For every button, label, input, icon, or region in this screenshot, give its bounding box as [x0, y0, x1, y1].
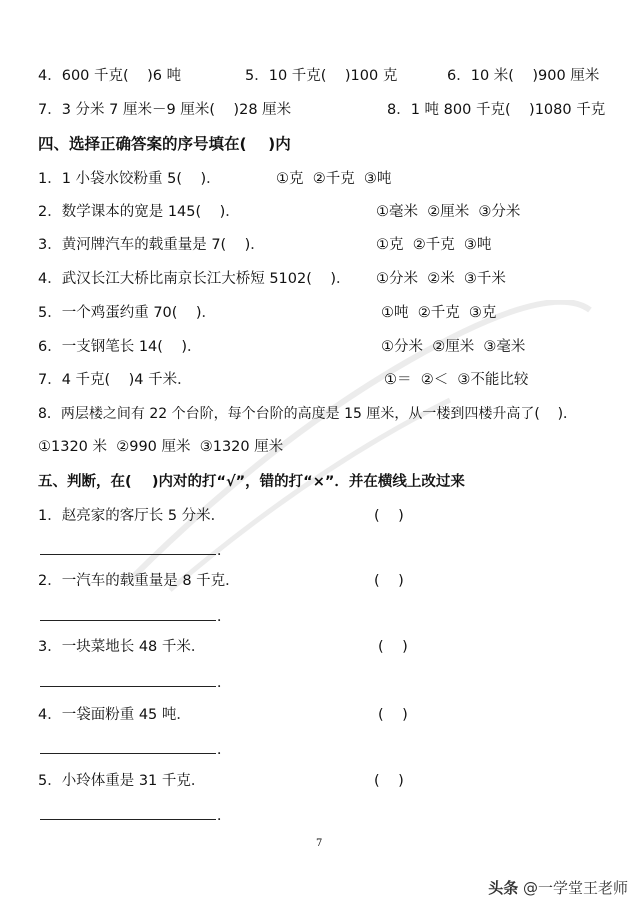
s5-line-end-1: ．	[217, 543, 231, 559]
s4-question-2: 2．数学课本的宽是 145( )．	[38, 204, 240, 220]
s5-question-2: 2．一汽车的载重量是 8 千克．	[38, 573, 240, 589]
s5-question-4: 4．一袋面粉重 45 吨．	[38, 707, 191, 723]
s4-question-4: 4．武汉长江大桥比南京长江大桥短 5102( )．	[38, 271, 351, 287]
compare-item-5: 5．10 千克( )100 克	[245, 68, 398, 84]
s4-question-5: 5．一个鸡蛋约重 70( )．	[38, 305, 217, 321]
s5-correction-line-4[interactable]	[40, 753, 216, 754]
s4-question-1: 1．1 小袋水饺粉重 5( )．	[38, 171, 221, 187]
s5-line-end-2: ．	[217, 609, 231, 625]
s4-question-3: 3．黄河牌汽车的载重量是 7( )．	[38, 237, 265, 253]
source-logo-text: 头条	[488, 879, 519, 897]
s5-answer-paren-4[interactable]: ( )	[378, 707, 408, 723]
compare-item-6: 6．10 米( )900 厘米	[447, 68, 600, 84]
page-number: 7	[316, 838, 323, 849]
section4-title: 四、选择正确答案的序号填在( )内	[38, 135, 291, 153]
s5-line-end-4: ．	[217, 742, 231, 758]
s4-question-6: 6．一支钢笔长 14( )．	[38, 339, 202, 355]
s4-options-3: ①克 ②千克 ③吨	[376, 237, 492, 253]
s5-answer-paren-1[interactable]: ( )	[374, 508, 404, 524]
s5-line-end-5: ．	[217, 808, 231, 824]
source-handle: @一学堂王老师	[522, 879, 628, 897]
s5-answer-paren-3[interactable]: ( )	[378, 639, 408, 655]
compare-item-8: 8．1 吨 800 千克( )1080 千克	[387, 102, 606, 118]
s5-question-1: 1．赵亮家的客厅长 5 分米．	[38, 508, 226, 524]
s4-question-7: 7．4 千克( )4 千米．	[38, 372, 192, 388]
section5-title: 五、判断，在( )内对的打“√”，错的打“×”．并在横线上改过来	[38, 474, 465, 490]
s5-question-3: 3．一块菜地长 48 千米．	[38, 639, 206, 655]
s4-question-8: 8．两层楼之间有 22 个台阶，每个台阶的高度是 15 厘米，从一楼到四楼升高了( )．	[38, 406, 578, 422]
s5-correction-line-2[interactable]	[40, 620, 216, 621]
s5-answer-paren-5[interactable]: ( )	[374, 773, 404, 789]
source-watermark	[488, 877, 628, 898]
s4-options-4: ①分米 ②米 ③千米	[376, 271, 506, 287]
s5-answer-paren-2[interactable]: ( )	[374, 573, 404, 589]
compare-item-7: 7．3 分米 7 厘米－9 厘米( )28 厘米	[38, 102, 292, 118]
s5-correction-line-1[interactable]	[40, 554, 216, 555]
s4-options-2: ①毫米 ②厘米 ③分米	[376, 204, 521, 220]
s5-question-5: 5．小玲体重是 31 千克．	[38, 773, 206, 789]
s4-options-5: ①吨 ②千克 ③克	[381, 305, 497, 321]
s5-line-end-3: ．	[217, 675, 231, 691]
s4-options-6: ①分米 ②厘米 ③毫米	[381, 339, 526, 355]
s5-correction-line-3[interactable]	[40, 686, 216, 687]
s5-correction-line-5[interactable]	[40, 819, 216, 820]
compare-item-4: 4．600 千克( )6 吨	[38, 68, 182, 84]
s4-options-8: ①1320 米 ②990 厘米 ③1320 厘米	[38, 439, 284, 455]
s4-options-1: ①克 ②千克 ③吨	[276, 171, 392, 187]
s4-options-7: ①＝ ②＜ ③不能比较	[384, 372, 529, 388]
